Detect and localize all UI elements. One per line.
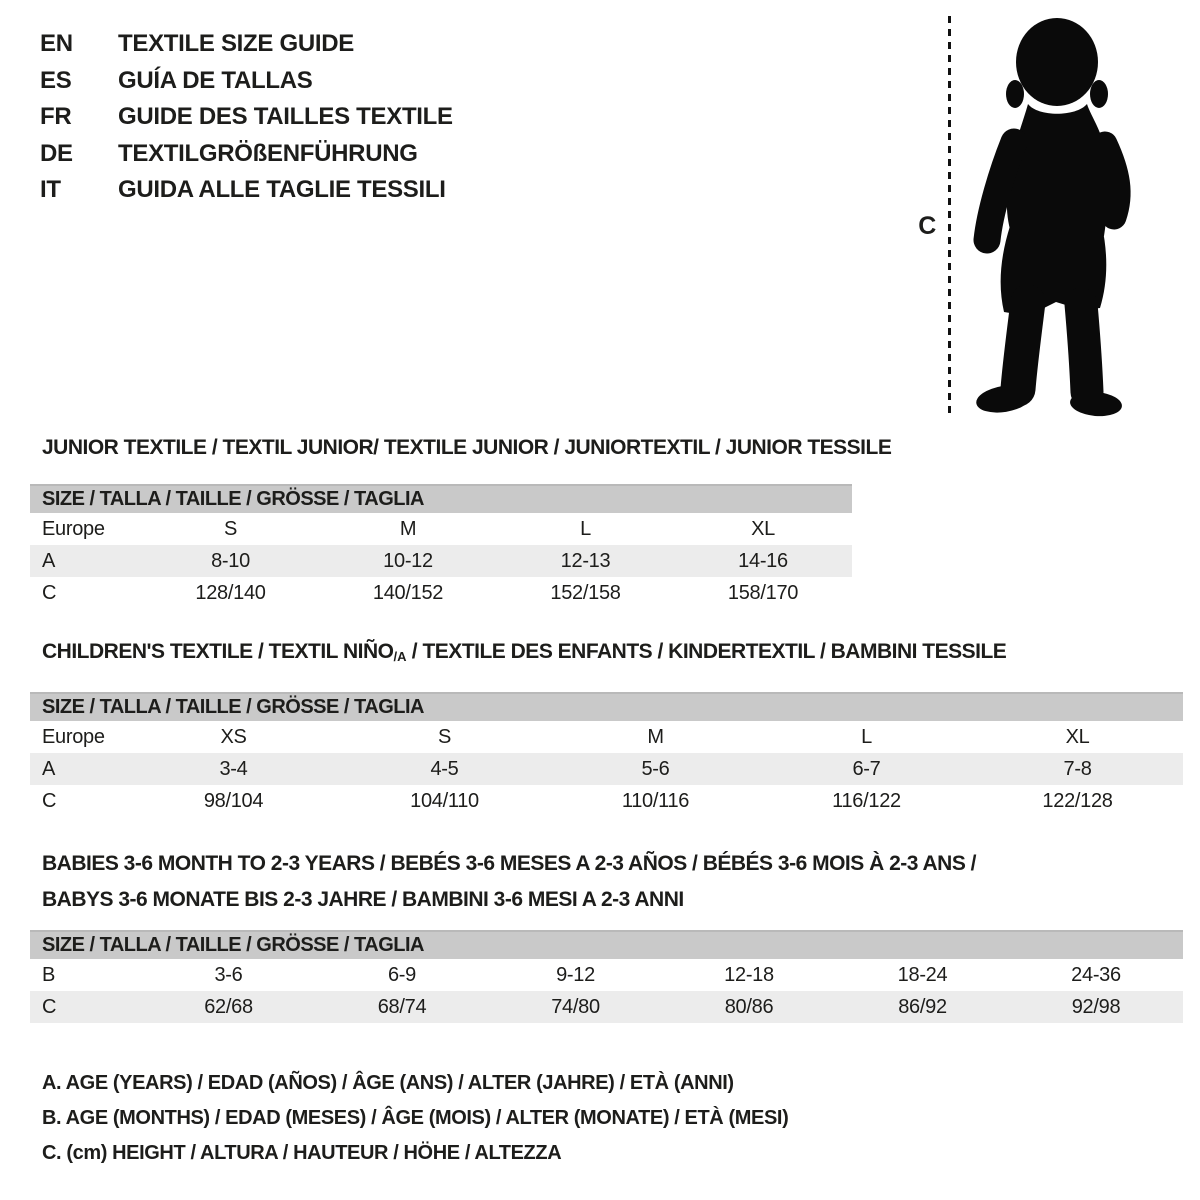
table-header-row [30,485,852,513]
title-prefix: CHILDREN'S TEXTILE / TEXTIL NIÑO [42,640,394,663]
size-cell: S [223,517,238,540]
size-cell: 14-16 [674,545,852,577]
babies-size-table [30,930,1183,1023]
size-cell: 4-5 [339,753,550,785]
section-junior-textile [30,434,892,609]
size-cell: L [861,725,872,748]
section-title-line1: BABIES 3-6 MONTH TO 2-3 YEARS / BEBÉS 3-6 MESES A 2-3 AÑOS / BÉBÉS 3-6 MOIS À 2-3 ANS / [42,852,977,875]
row-label: A [30,753,128,785]
section-babies-textile [30,846,1183,1023]
measurement-legend [42,1066,788,1171]
size-cell: 10-12 [319,545,497,577]
size-cell: 80/86 [662,991,836,1023]
size-header-bar: SIZE / TALLA / TAILLE / GRÖSSE / TAGLIA [30,693,1183,721]
table-header-row [30,693,1183,721]
language-code: DE [40,139,73,167]
table-row [30,753,1183,785]
size-cell: 140/152 [372,581,444,604]
row-label: C [42,789,57,812]
language-list [40,26,453,209]
table-row [30,959,1183,991]
size-cell: 98/104 [203,789,264,812]
size-cell: XL [751,517,775,540]
row-label: C [42,581,57,604]
language-row-es [40,63,453,100]
size-cell: 3-6 [214,963,243,986]
size-cell: 12-18 [724,963,774,986]
size-cell: 62/68 [142,991,315,1023]
title-subscript: /A [393,649,407,664]
toddler-silhouette-icon [966,14,1136,419]
size-cell: 116/122 [832,789,901,812]
legend-line-c: C. (cm) HEIGHT / ALTURA / HAUTEUR / HÖHE / ALTEZZA [42,1142,562,1164]
language-row-de [40,136,453,173]
language-code: ES [40,66,72,94]
table-header-row [30,931,1183,959]
junior-size-table [30,484,852,609]
legend-line-b: B. AGE (MONTHS) / EDAD (MESES) / ÂGE (MOIS) / ALTER (MONATE) / ETÀ (MESI) [42,1107,789,1129]
size-cell: 122/128 [1042,789,1113,812]
table-row [30,513,852,545]
size-cell: 7-8 [972,753,1183,785]
size-cell: 24-36 [1071,963,1121,986]
children-size-table [30,692,1183,817]
language-label: TEXTILGRÖßENFÜHRUNG [118,139,418,167]
size-cell: 104/110 [410,789,479,812]
section-children-textile [30,638,1183,817]
language-label: GUIDE DES TAILLES TEXTILE [118,103,453,131]
language-row-it [40,172,453,209]
height-dashed-line [948,16,951,416]
size-cell: L [580,517,591,540]
size-cell: 3-4 [128,753,339,785]
size-cell: 5-6 [550,753,761,785]
size-cell: S [437,725,452,748]
table-row [30,545,852,577]
size-cell: 128/140 [195,581,266,604]
size-cell: M [399,517,417,540]
size-cell: 92/98 [1009,991,1183,1023]
section-title: JUNIOR TEXTILE / TEXTIL JUNIOR/ TEXTILE JUNIOR / JUNIORTEXTIL / JUNIOR TESSILE [42,436,892,459]
row-label: A [30,545,142,577]
size-header-bar: SIZE / TALLA / TAILLE / GRÖSSE / TAGLIA [30,485,852,513]
table-row [30,721,1183,753]
language-label: GUÍA DE TALLAS [118,66,313,94]
legend-line-a: A. AGE (YEARS) / EDAD (AÑOS) / ÂGE (ANS) / ALTER (JAHRE) / ETÀ (ANNI) [42,1072,734,1094]
table-row [30,785,1183,817]
language-label: GUIDA ALLE TAGLIE TESSILI [118,176,446,204]
title-suffix: / TEXTILE DES ENFANTS / KINDERTEXTIL / BAMBINI TESSILE [406,640,1007,663]
language-code: IT [40,176,61,204]
size-cell: XL [1065,725,1090,748]
size-cell: 18-24 [897,963,948,986]
size-cell: 9-12 [556,963,595,986]
height-measure-figure [880,0,1200,430]
size-cell: XS [220,725,247,748]
row-label: C [30,991,142,1023]
size-cell: 8-10 [142,545,319,577]
row-label: B [42,963,56,986]
language-label: TEXTILE SIZE GUIDE [118,30,354,57]
row-label: Europe [42,725,105,748]
table-row [30,991,1183,1023]
size-cell: 12-13 [497,545,674,577]
section-title [42,638,1183,667]
size-cell: M [647,725,664,748]
language-row-fr [40,99,453,136]
size-cell: 152/158 [550,581,621,604]
language-row-en [40,26,453,63]
size-cell: 158/170 [727,581,799,604]
size-header-bar: SIZE / TALLA / TAILLE / GRÖSSE / TAGLIA [30,931,1183,959]
size-cell: 74/80 [489,991,662,1023]
size-cell: 6-9 [387,963,416,986]
height-measure-label: C [918,212,936,240]
size-cell: 86/92 [836,991,1009,1023]
section-title-line2: BABYS 3-6 MONATE BIS 2-3 JAHRE / BAMBINI 3-6 MESI A 2-3 ANNI [42,888,684,911]
language-code: EN [40,30,73,57]
size-cell: 110/116 [621,789,690,812]
row-label: Europe [42,517,105,540]
table-row [30,577,852,609]
language-code: FR [40,103,72,131]
size-cell: 68/74 [315,991,489,1023]
size-cell: 6-7 [761,753,972,785]
